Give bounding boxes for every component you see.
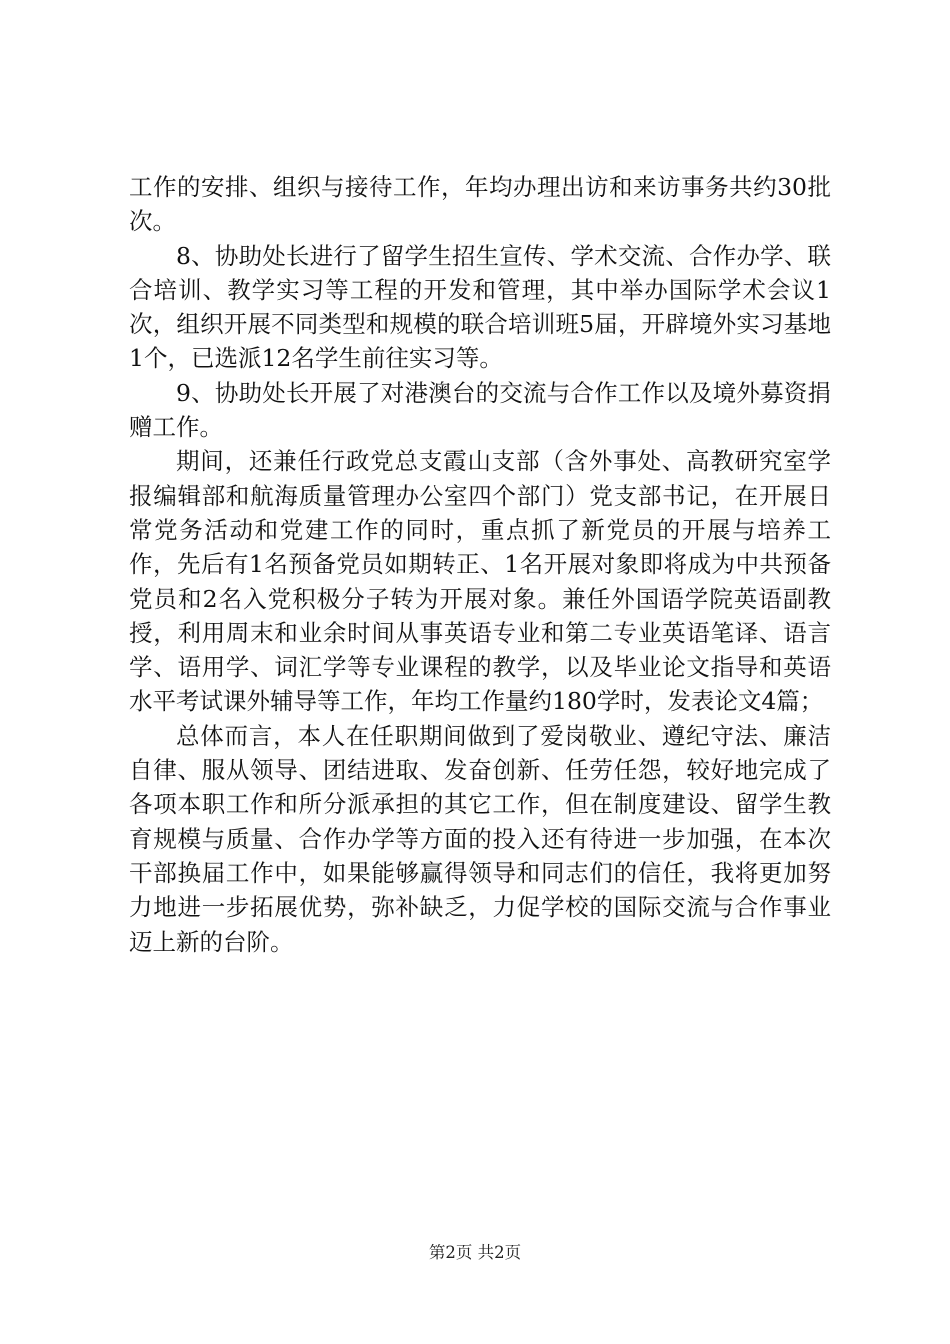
- paragraph-party-branch: 期间，还兼任行政党总支霞山支部（含外事处、高教研究室学报编辑部和航海质量管理办公室四个部门）党支部书记，在开展日常党务活动和党建工作的同时，重点抓了新党员的开展与培养工作，先后有1名预备党员如期转正、1名开展对象即将成为中共预备党员和2名入党积极分子转为开展对象。兼任外国语学院英语副教授，利用周末和业余时间从事英语专业和第二专业英语笔译、语言学、语用学、词汇学等专业课程的教学，以及毕业论文指导和英语水平考试课外辅导等工作，年均工作量约180学时，发表论文4篇；: [129, 447, 831, 716]
- page-number-label: 第2页 共2页: [428, 1243, 522, 1262]
- paragraph-summary: 总体而言，本人在任职期间做到了爱岗敬业、遵纪守法、廉洁自律、服从领导、团结进取、发奋创新、任劳任怨，较好地完成了各项本职工作和所分派承担的其它工作，但在制度建设、留学生教育规模与质量、合作办学等方面的投入还有待进一步加强，在本次干部换届工作中，如果能够赢得领导和同志们的信任，我将更加努力地进一步拓展优势，弥补缺乏，力促学校的国际交流与合作事业迈上新的台阶。: [129, 721, 831, 956]
- paragraph-item-9: 9、协助处长开展了对港澳台的交流与合作工作以及境外募资捐赠工作。: [129, 378, 831, 442]
- paragraph-item-8: 8、协助处长进行了留学生招生宣传、学术交流、合作办学、联合培训、教学实习等工程的开发和管理，其中举办国际学术会议1次，组织开展不同类型和规模的联合培训班5届，开辟境外实习基地1个，已选派12名学生前往实习等。: [129, 241, 831, 373]
- document-body: [129, 170, 831, 959]
- paragraph-continuation: 工作的安排、组织与接待工作，年均办理出访和来访事务共约30批次。: [129, 173, 831, 236]
- page-footer: [0, 1242, 950, 1264]
